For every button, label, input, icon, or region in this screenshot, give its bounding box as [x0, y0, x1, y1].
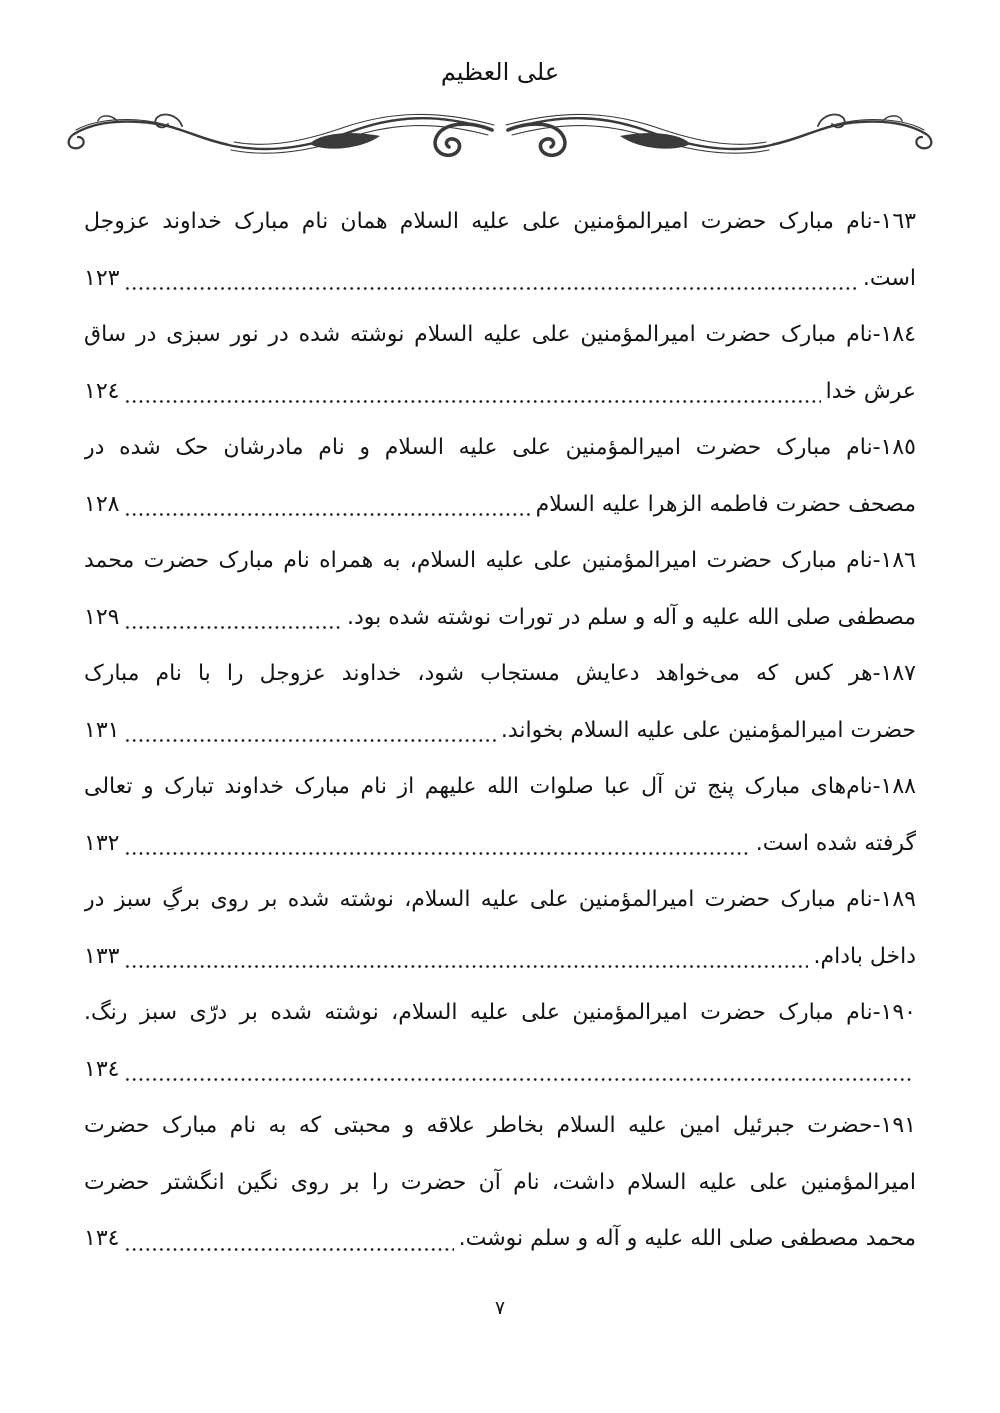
dot-leader [119, 703, 500, 760]
toc-entry-lastline [84, 1211, 916, 1268]
toc-entry [84, 533, 916, 646]
toc-entry-text: است. [862, 265, 916, 291]
toc-entry [84, 420, 916, 533]
toc-entry-line: ١٩١-حضرت جبرئیل امین علیه السلام بخاطر علاقه و محبتی که به نام مبارک حضرت [84, 1113, 916, 1138]
dot-leader [119, 477, 535, 534]
toc-entry-line: ١٨٧-هر کس که می‌خواهد دعایش مستجاب شود، خداوند عزوجل را با نام مبارک [84, 661, 916, 686]
toc-entry [84, 985, 916, 1098]
page-title: علی العظیم [440, 58, 560, 86]
toc-entry [84, 307, 916, 420]
toc-entry-lastline [84, 1042, 916, 1099]
toc-page-number: ١٢٣ [84, 265, 120, 291]
toc-entry-text: محمد مصطفی صلی الله علیه و آله و سلم نوشت. [458, 1226, 916, 1251]
toc-list [84, 194, 916, 1268]
toc-entry-text: گرفته شده است. [755, 830, 916, 856]
toc-entry-line: ١٨٥-نام مبارک حضرت امیرالمؤمنین علی علیه السلام و نام مادرشان حک شده در [84, 435, 916, 460]
toc-page-number: ١٣١ [84, 717, 120, 743]
toc-entry-lastline [84, 816, 916, 873]
dot-leader [119, 1042, 916, 1099]
toc-entry-text: مصطفی صلی الله علیه و آله و سلم در تورات نوشته شده بود. [346, 604, 916, 630]
toc-entry-text: داخل بادام. [813, 943, 916, 969]
dot-leader [119, 364, 825, 421]
toc-entry [84, 194, 916, 307]
toc-entry-lastline [84, 251, 916, 308]
dot-leader [119, 816, 755, 873]
toc-entry [84, 1098, 916, 1268]
toc-entry-lastline [84, 590, 916, 647]
toc-entry-text: عرش خدا [825, 378, 916, 404]
dot-leader [119, 1211, 458, 1268]
toc-page-number: ١٢٨ [84, 491, 120, 517]
toc-entry-line: ١٨٩-نام مبارک حضرت امیرالمؤمنین علی علیه السلام، نوشته شده بر روی برگِ سبز در [84, 887, 916, 912]
toc-page-number: ١٢٩ [84, 604, 120, 630]
flourish-divider [60, 106, 940, 166]
toc-entry [84, 759, 916, 872]
toc-entry-line: ١٨٦-نام مبارک حضرت امیرالمؤمنین علی علیه السلام، به همراه نام مبارک حضرت محمد [84, 548, 916, 573]
toc-page-number: ١٢٤ [84, 378, 120, 404]
toc-entry [84, 646, 916, 759]
toc-entry-text: حضرت امیرالمؤمنین علی علیه السلام بخواند. [500, 717, 916, 743]
toc-entry-lastline [84, 364, 916, 421]
toc-page-number: ١٣٤ [84, 1056, 120, 1082]
toc-page-number: ١٣٤ [84, 1226, 120, 1251]
toc-entry-line: ١٨٤-نام مبارک حضرت امیرالمؤمنین علی علیه السلام نوشته شده در نور سبزی در ساق [84, 322, 916, 347]
toc-entry-text: مصحف حضرت فاطمه الزهرا علیه السلام [535, 491, 916, 517]
dot-leader [119, 590, 347, 647]
flourish-ornament-icon [60, 106, 940, 166]
toc-entry-lastline [84, 703, 916, 760]
toc-entry-line: امیرالمؤمنین علی علیه السلام داشت، نام آن حضرت را بر روی نگین انگشتر حضرت [84, 1169, 916, 1195]
toc-entry-lastline [84, 477, 916, 534]
toc-page-number: ١٣٢ [84, 830, 120, 856]
toc-entry [84, 872, 916, 985]
footer-page-number: ٧ [494, 1297, 506, 1319]
toc-entry-line: ١٦٣-نام مبارک حضرت امیرالمؤمنین علی علیه السلام همان نام مبارک خداوند عزوجل [84, 209, 916, 234]
toc-entry-line: ١٩٠-نام مبارک حضرت امیرالمؤمنین علی علیه السلام، نوشته شده بر درّی سبز رنگ. [84, 1000, 916, 1025]
dot-leader [119, 251, 862, 308]
toc-page-number: ١٣٣ [84, 943, 120, 969]
toc-entry-line: ١٨٨-نام‌های مبارک پنج تن آل عبا صلوات الله علیهم از نام مبارک خداوند تبارک و تعالی [84, 774, 916, 799]
toc-entry-lastline [84, 929, 916, 986]
dot-leader [119, 929, 813, 986]
